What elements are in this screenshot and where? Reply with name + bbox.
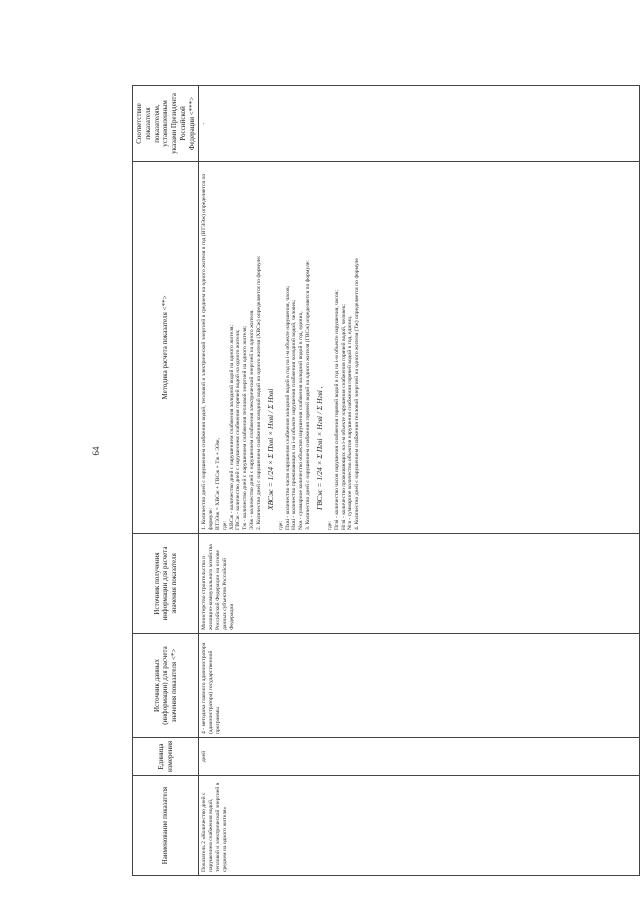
method-text: Пхвi - количество часов нарушения снабжения холодной водой в год на i-м объекте нарушения, часов; [284, 285, 291, 530]
method-text: 2. Количество дней с нарушением снабжения холодной водой на одного жителя (ХВСж) определяется по формуле: [255, 255, 262, 530]
table-row [199, 86, 640, 876]
cell-compliance [199, 86, 640, 162]
method-text: 4. Количество дней с нарушением снабжения тепловой энергией на одного жителя (Тж) определяется по формуле [354, 258, 361, 530]
method-text: где: [277, 521, 284, 530]
cell-unit: дней [199, 738, 640, 776]
header-unit: Единица измерения [133, 738, 199, 776]
header-info-source: Источник получения информации для расчета значения показателя [133, 534, 199, 634]
method-text: Nхв - суммарное количество объектов нарушения снабжения холодной водой в год, единиц. [298, 311, 305, 530]
method-text: где: [221, 521, 228, 530]
page-number: 64 [91, 446, 101, 456]
header-methodology: Методика расчета показателя <**> [133, 162, 199, 534]
cell-methodology [199, 162, 640, 534]
method-text: 1. Количество дней с нарушением снабжения водой, тепловой и электрической энергией в среднем на одного жителя в год (ВТЭЭж) определяется по формуле: [201, 173, 215, 530]
method-text: Нхвi - количество проживающих на i-м объекте нарушения снабжения холодной водой, человек; [291, 299, 298, 530]
header-data-source: Источник данных (информации) для расчета значения показателя <*> [133, 634, 199, 738]
cell-indicator-name: Показатель 2 «Количество дней с нарушением снабжения водой, тепловой и электрической энергией в среднем на одного жителя» [199, 776, 640, 876]
indicator-table [132, 85, 640, 876]
method-text: Пгвi - количество часов нарушения снабжения горячей водой в год на i-м объекте нарушения, часов; [333, 290, 340, 530]
method-text: Тж - количество дней с нарушением снабжения тепловой энергией на одного жителя; [242, 325, 249, 530]
method-formula-total: ВТЭЭж = ХВСж + ГВСж + Тж + ЭЭж, [214, 438, 221, 530]
method-text: 3. Количество дней с нарушением снабжения горячей водой на одного жителя (ГВСж) определяется по формуле: [304, 260, 311, 530]
compliance-value: - [201, 122, 208, 125]
method-text: где: [326, 521, 333, 530]
method-text: ХВСж - количество дней с нарушением снабжения холодной водой на одного жителя; [228, 324, 235, 530]
table-header-row [133, 86, 199, 876]
formula-hot-water: ГВСж = 1/24 × Σ Пгвi × Нгвi / Σ Нгвi , [314, 386, 324, 510]
method-text: Нгвi - количество проживающих на i-м объекте нарушения снабжения горячей водой, человек; [340, 304, 347, 530]
header-indicator-name: Наименование показателя [133, 776, 199, 876]
header-compliance: Соответствие показателя показателям, установленным указами Президента Российской Федерации <***> [133, 86, 199, 162]
method-text: ГВСж - количество дней с нарушением снабжения горячей водой на одного жителя; [235, 329, 242, 530]
cell-info-source: Министерство строительства и жилищно-коммунального хозяйства Российской Федерации на основе данных субъектов Российской Федерации [199, 534, 640, 634]
method-text: Nгв - суммарное количество объектов нарушения снабжения горячей водой в год, единиц. [347, 315, 354, 530]
method-text: ЭЭж - количество дней с нарушением снабжения электрической энергией на одного жителя. [248, 309, 255, 530]
cell-data-source: 4 - методика главного администратора (администратора) государственной программы [199, 634, 640, 738]
indicator-table-frame [132, 86, 632, 876]
formula-cold-water: ХВСж = 1/24 × Σ Пхвi × Нхвi / Σ Нхвi [265, 388, 275, 510]
